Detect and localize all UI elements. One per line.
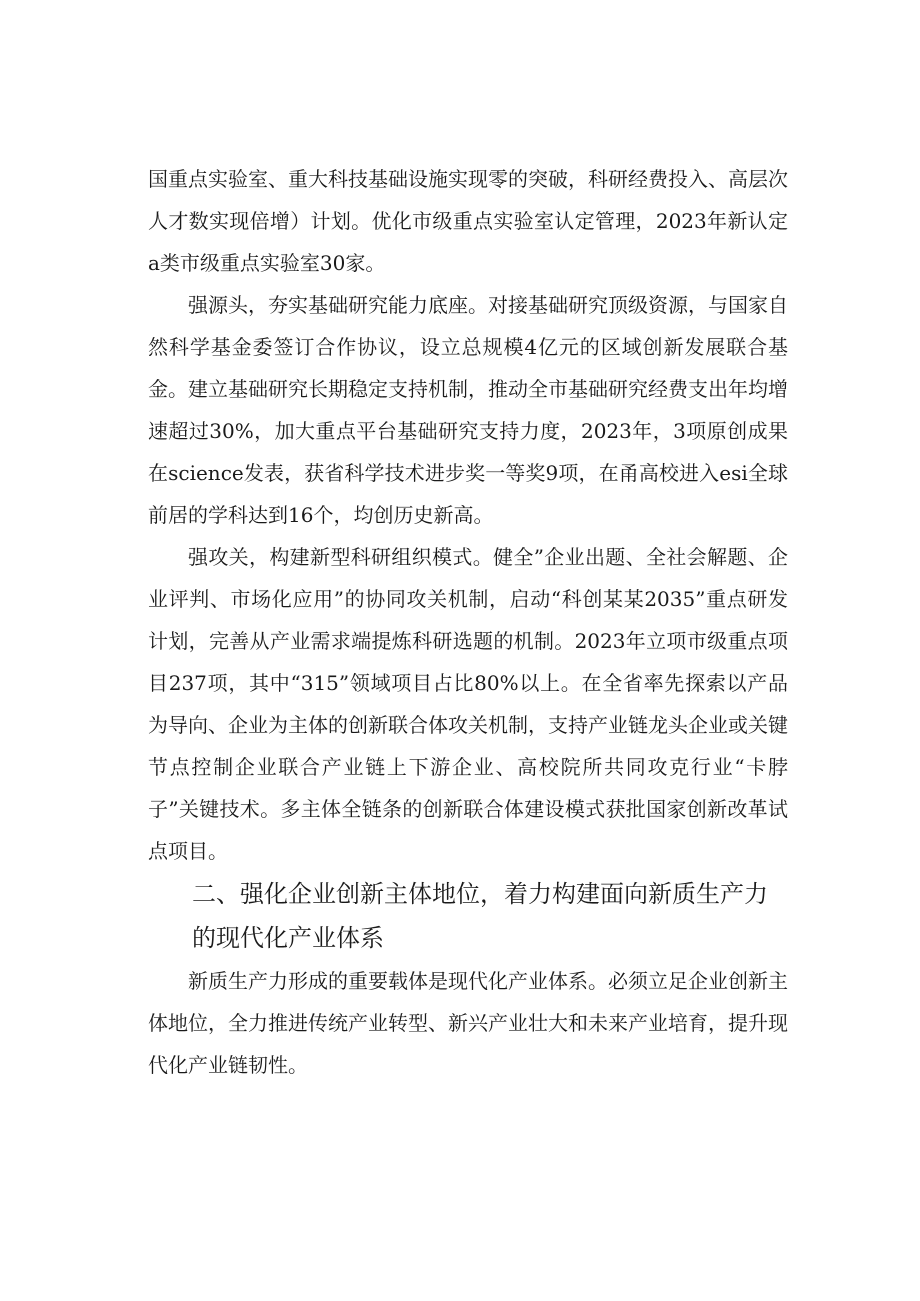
document-body — [148, 158, 788, 1086]
paragraph-industry-system: 新质生产力形成的重要载体是现代化产业体系。必须立足企业创新主体地位，全力推进传统产业转型、新兴产业壮大和未来产业培育，提升现代化产业链韧性。 — [148, 969, 788, 1077]
section-heading: 二、强化企业创新主体地位，着力构建面向新质生产力的现代化产业体系 — [192, 880, 768, 952]
paragraph-continuation: 国重点实验室、重大科技基础设施实现零的突破，科研经费投入、高层次人才数实现倍增）计划。优化市级重点实验室认定管理，2023年新认定a类市级重点实验室30家。 — [148, 167, 788, 275]
paragraph-key-research: 强攻关，构建新型科研组织模式。健全”企业出题、全社会解题、企业评判、市场化应用”的协同攻关机制，启动“科创某某2035”重点研发计划，完善从产业需求端提炼科研选题的机制。2023年立项市级重点项目237项，其中“315”领域项目占比80%以上。在全省率先探索以产品为导向、企业为主体的创新联合体攻关机制，支持产业链龙头企业或关键节点控制企业联合产业链上下游企业、高校院所共同攻克行业“卡脖子”关键技术。多主体全链条的创新联合体建设模式获批国家创新改革试点项目。 — [148, 545, 788, 863]
paragraph-basic-research: 强源头，夯实基础研究能力底座。对接基础研究顶级资源，与国家自然科学基金委签订合作协议，设立总规模4亿元的区域创新发展联合基金。建立基础研究长期稳定支持机制，推动全市基础研究经费支出年均增速超过30%，加大重点平台基础研究支持力度，2023年，3项原创成果在science发表，获省科学技术进步奖一等奖9项，在甬高校进入esi全球前居的学科达到16个，均创历史新高。 — [148, 293, 788, 527]
